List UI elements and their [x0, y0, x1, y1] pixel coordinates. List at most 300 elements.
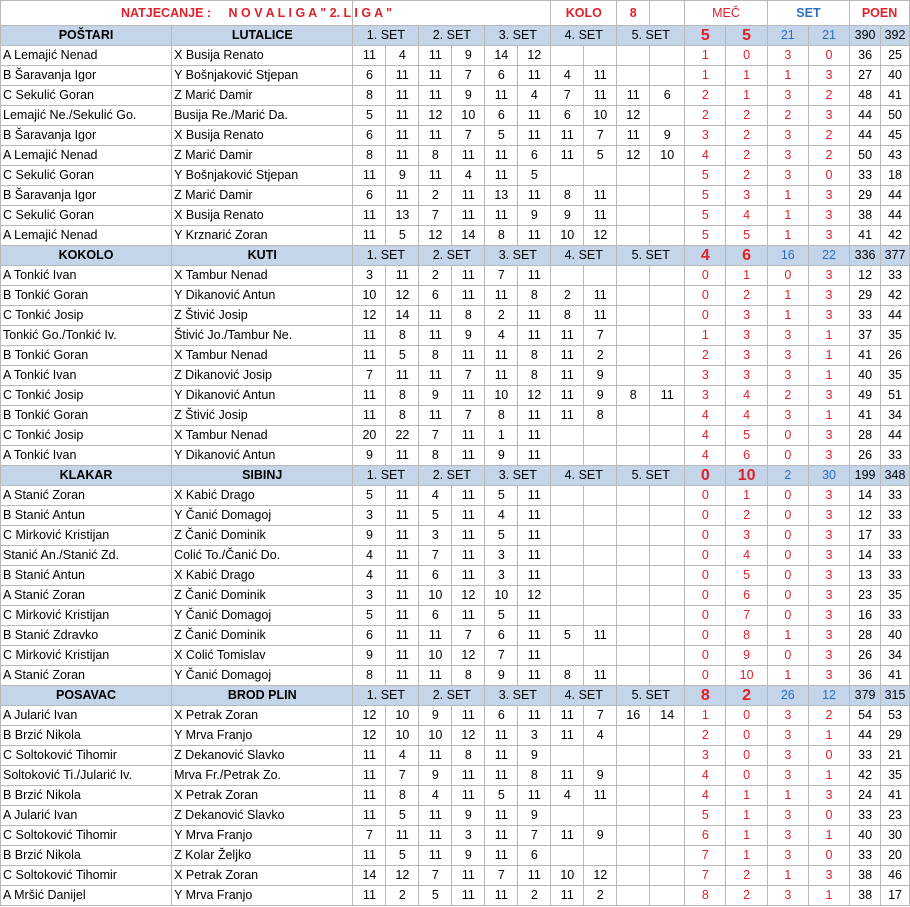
mec-home: 1: [685, 326, 726, 346]
match-set-home: 21: [767, 26, 808, 46]
set-header-3: 3. SET: [485, 466, 551, 486]
home-player: C Mirković Kristijan: [1, 606, 172, 626]
set-away: 1: [808, 766, 849, 786]
mec-away: 4: [726, 546, 767, 566]
set-score: 14: [650, 706, 685, 726]
home-player: B Šaravanja Igor: [1, 66, 172, 86]
set-score: [650, 606, 685, 626]
away-player: X Busija Renato: [172, 206, 353, 226]
set-score: 11: [518, 426, 551, 446]
home-player: A Tonkić Ivan: [1, 266, 172, 286]
set-score: 4: [386, 746, 419, 766]
set-home: 0: [767, 586, 808, 606]
set-score: [650, 746, 685, 766]
mec-away: 0: [726, 726, 767, 746]
set-score: [584, 606, 617, 626]
set-home: 3: [767, 846, 808, 866]
set-score: 5: [419, 506, 452, 526]
set-score: 5: [551, 626, 584, 646]
mec-home: 8: [685, 886, 726, 906]
mec-away: 1: [726, 786, 767, 806]
set-home: 3: [767, 706, 808, 726]
game-row: [1, 66, 910, 86]
set-score: [584, 526, 617, 546]
mec-home: 5: [685, 166, 726, 186]
mec-home: 1: [685, 46, 726, 66]
set-away: 3: [808, 786, 849, 806]
poen-home: 49: [850, 386, 881, 406]
game-row: [1, 766, 910, 786]
away-player: Busija Re./Marić Da.: [172, 106, 353, 126]
home-team-name: POŠTARI: [1, 26, 172, 46]
set-score: [617, 446, 650, 466]
set-score: 9: [584, 366, 617, 386]
set-away: 2: [808, 706, 849, 726]
poen-home: 40: [850, 826, 881, 846]
set-score: 9: [452, 806, 485, 826]
set-score: 7: [584, 706, 617, 726]
away-player: Z Čanić Dominik: [172, 586, 353, 606]
mec-home: 3: [685, 126, 726, 146]
game-row: [1, 106, 910, 126]
set-header: SET: [767, 1, 849, 26]
match-set-away: 21: [808, 26, 849, 46]
set-score: 14: [386, 306, 419, 326]
set-score: 5: [485, 486, 518, 506]
set-score: [617, 346, 650, 366]
mec-home: 2: [685, 86, 726, 106]
poen-home: 44: [850, 726, 881, 746]
set-score: 12: [452, 646, 485, 666]
game-row: [1, 806, 910, 826]
set-score: 10: [419, 726, 452, 746]
set-score: 7: [452, 126, 485, 146]
set-home: 1: [767, 866, 808, 886]
set-score: 7: [386, 766, 419, 786]
game-row: [1, 606, 910, 626]
set-score: 11: [386, 266, 419, 286]
poen-home: 42: [850, 766, 881, 786]
set-score: 5: [386, 346, 419, 366]
mec-away: 2: [726, 286, 767, 306]
mec-home: 5: [685, 226, 726, 246]
set-away: 1: [808, 406, 849, 426]
set-score: 10: [452, 106, 485, 126]
set-score: [617, 166, 650, 186]
set-score: 10: [485, 386, 518, 406]
home-player: C Soltoković Tihomir: [1, 746, 172, 766]
set-score: 11: [551, 826, 584, 846]
set-home: 3: [767, 746, 808, 766]
game-row: [1, 46, 910, 66]
mec-home: 5: [685, 206, 726, 226]
set-score: [617, 66, 650, 86]
set-score: 9: [419, 386, 452, 406]
set-score: 11: [518, 646, 551, 666]
mec-away: 2: [726, 866, 767, 886]
game-row: [1, 306, 910, 326]
set-score: 8: [485, 226, 518, 246]
game-row: [1, 646, 910, 666]
mec-away: 3: [726, 186, 767, 206]
set-score: 11: [353, 766, 386, 786]
set-score: 4: [485, 506, 518, 526]
set-score: 8: [419, 346, 452, 366]
set-score: [617, 626, 650, 646]
set-score: [584, 566, 617, 586]
match-poen-away: 377: [881, 246, 910, 266]
mec-away: 5: [726, 226, 767, 246]
set-score: 11: [485, 806, 518, 826]
set-away: 3: [808, 526, 849, 546]
set-score: 11: [518, 786, 551, 806]
game-row: [1, 326, 910, 346]
set-score: 8: [452, 306, 485, 326]
poen-home: 41: [850, 406, 881, 426]
set-score: 2: [419, 186, 452, 206]
mec-home: 0: [685, 626, 726, 646]
poen-home: 29: [850, 286, 881, 306]
game-row: [1, 406, 910, 426]
set-score: [617, 226, 650, 246]
set-score: 9: [584, 826, 617, 846]
away-player: Štivić Jo./Tambur Ne.: [172, 326, 353, 346]
set-score: 11: [485, 846, 518, 866]
poen-away: 45: [881, 126, 910, 146]
set-score: [617, 746, 650, 766]
set-score: 11: [485, 746, 518, 766]
set-score: 11: [353, 806, 386, 826]
set-score: 11: [419, 66, 452, 86]
set-score: [650, 166, 685, 186]
set-home: 0: [767, 546, 808, 566]
set-score: [650, 326, 685, 346]
set-score: 9: [452, 86, 485, 106]
away-player: Z Čanić Dominik: [172, 526, 353, 546]
poen-home: 26: [850, 646, 881, 666]
set-score: 11: [386, 186, 419, 206]
set-score: [650, 446, 685, 466]
set-score: 11: [452, 566, 485, 586]
mec-home: 0: [685, 646, 726, 666]
mec-away: 6: [726, 446, 767, 466]
set-score: 2: [551, 286, 584, 306]
set-score: 2: [419, 266, 452, 286]
game-row: [1, 666, 910, 686]
set-score: 11: [353, 46, 386, 66]
home-player: A Lemajić Nenad: [1, 46, 172, 66]
set-score: 7: [485, 266, 518, 286]
set-score: 11: [353, 886, 386, 906]
mec-home: 0: [685, 506, 726, 526]
set-score: 4: [584, 726, 617, 746]
set-score: [617, 506, 650, 526]
set-score: [551, 266, 584, 286]
league-name: N O V A L I G A " 2. L I G A ": [228, 6, 393, 20]
set-score: 9: [353, 526, 386, 546]
poen-away: 42: [881, 286, 910, 306]
match-mec-home: 0: [685, 466, 726, 486]
set-score: 10: [386, 726, 419, 746]
match-mec-home: 8: [685, 686, 726, 706]
set-score: 11: [518, 446, 551, 466]
set-score: 11: [419, 326, 452, 346]
game-row: [1, 166, 910, 186]
poen-away: 53: [881, 706, 910, 726]
set-header-2: 2. SET: [419, 246, 485, 266]
set-header-5: 5. SET: [617, 686, 685, 706]
set-score: 5: [353, 486, 386, 506]
set-home: 0: [767, 646, 808, 666]
set-score: 11: [518, 126, 551, 146]
set-score: 7: [584, 126, 617, 146]
set-score: 6: [485, 626, 518, 646]
poen-away: 26: [881, 346, 910, 366]
poen-home: 44: [850, 106, 881, 126]
set-away: 3: [808, 866, 849, 886]
away-player: X Petrak Zoran: [172, 786, 353, 806]
away-player: X Busija Renato: [172, 46, 353, 66]
match-set-home: 26: [767, 686, 808, 706]
mec-home: 4: [685, 426, 726, 446]
set-score: [650, 666, 685, 686]
set-score: 6: [353, 626, 386, 646]
set-score: 12: [386, 866, 419, 886]
poen-home: 33: [850, 806, 881, 826]
set-score: 22: [386, 426, 419, 446]
set-away: 2: [808, 146, 849, 166]
set-score: [551, 446, 584, 466]
set-score: 11: [452, 426, 485, 446]
set-score: [650, 186, 685, 206]
set-score: 11: [386, 606, 419, 626]
set-score: 11: [386, 506, 419, 526]
set-away: 0: [808, 806, 849, 826]
set-score: 7: [584, 326, 617, 346]
set-score: [617, 666, 650, 686]
set-header-4: 4. SET: [551, 26, 617, 46]
set-score: 7: [452, 66, 485, 86]
mec-away: 1: [726, 486, 767, 506]
set-score: 11: [551, 766, 584, 786]
away-player: Z Kolar Željko: [172, 846, 353, 866]
mec-away: 6: [726, 586, 767, 606]
mec-away: 0: [726, 746, 767, 766]
mec-home: 0: [685, 566, 726, 586]
poen-away: 44: [881, 186, 910, 206]
set-away: 3: [808, 546, 849, 566]
mec-home: 0: [685, 286, 726, 306]
away-player: Z Marić Damir: [172, 146, 353, 166]
set-score: 10: [650, 146, 685, 166]
set-home: 1: [767, 186, 808, 206]
away-player: X Petrak Zoran: [172, 866, 353, 886]
set-away: 1: [808, 326, 849, 346]
home-player: A Tonkić Ivan: [1, 446, 172, 466]
set-score: 6: [485, 106, 518, 126]
set-score: 8: [386, 406, 419, 426]
set-score: 11: [551, 386, 584, 406]
poen-home: 29: [850, 186, 881, 206]
set-score: 6: [551, 106, 584, 126]
set-score: [650, 66, 685, 86]
set-home: 1: [767, 626, 808, 646]
set-home: 0: [767, 266, 808, 286]
set-score: 11: [584, 206, 617, 226]
mec-away: 5: [726, 566, 767, 586]
set-score: 11: [485, 86, 518, 106]
set-home: 3: [767, 366, 808, 386]
set-score: 6: [419, 606, 452, 626]
set-home: 3: [767, 806, 808, 826]
set-score: 11: [386, 86, 419, 106]
set-score: [617, 646, 650, 666]
set-score: 4: [551, 786, 584, 806]
mec-away: 2: [726, 506, 767, 526]
away-player: Mrva Fr./Petrak Zo.: [172, 766, 353, 786]
poen-home: 24: [850, 786, 881, 806]
set-score: [551, 646, 584, 666]
away-player: Y Čanić Domagoj: [172, 606, 353, 626]
poen-home: 17: [850, 526, 881, 546]
set-score: 11: [551, 726, 584, 746]
set-score: 20: [353, 426, 386, 446]
set-score: 11: [419, 626, 452, 646]
poen-home: 36: [850, 46, 881, 66]
set-score: [551, 746, 584, 766]
set-score: 7: [452, 366, 485, 386]
set-score: 11: [584, 626, 617, 646]
set-away: 0: [808, 746, 849, 766]
set-score: 11: [353, 746, 386, 766]
set-score: 11: [485, 826, 518, 846]
set-score: 11: [419, 306, 452, 326]
set-score: [551, 486, 584, 506]
away-player: Z Čanić Dominik: [172, 626, 353, 646]
away-player: Z Dikanović Josip: [172, 366, 353, 386]
set-header-5: 5. SET: [617, 26, 685, 46]
set-score: 12: [452, 586, 485, 606]
set-score: [551, 166, 584, 186]
set-score: [584, 846, 617, 866]
set-score: [650, 306, 685, 326]
set-away: 3: [808, 206, 849, 226]
set-score: 12: [452, 726, 485, 746]
set-home: 0: [767, 606, 808, 626]
poen-home: 26: [850, 446, 881, 466]
away-player: Y Bošnjaković Stjepan: [172, 66, 353, 86]
set-score: 4: [353, 566, 386, 586]
mec-away: 0: [726, 766, 767, 786]
set-score: 9: [551, 206, 584, 226]
set-score: 5: [386, 846, 419, 866]
home-player: B Stanić Antun: [1, 506, 172, 526]
set-header-4: 4. SET: [551, 466, 617, 486]
set-score: 9: [386, 166, 419, 186]
set-score: [617, 306, 650, 326]
set-score: [617, 326, 650, 346]
match-poen-home: 199: [850, 466, 881, 486]
game-row: [1, 506, 910, 526]
poen-away: 33: [881, 526, 910, 546]
set-score: [551, 606, 584, 626]
set-score: 11: [485, 766, 518, 786]
game-row: [1, 86, 910, 106]
set-score: 4: [353, 546, 386, 566]
set-score: 11: [584, 786, 617, 806]
set-away: 3: [808, 426, 849, 446]
home-player: C Soltoković Tihomir: [1, 866, 172, 886]
mec-home: 3: [685, 366, 726, 386]
set-score: 11: [452, 526, 485, 546]
set-score: 10: [419, 586, 452, 606]
game-row: [1, 486, 910, 506]
set-score: 8: [518, 286, 551, 306]
poen-home: 27: [850, 66, 881, 86]
poen-home: 33: [850, 846, 881, 866]
set-score: [551, 546, 584, 566]
set-away: 3: [808, 566, 849, 586]
set-score: 9: [419, 706, 452, 726]
poen-home: 48: [850, 86, 881, 106]
set-score: 11: [551, 706, 584, 726]
set-away: 3: [808, 226, 849, 246]
set-score: 11: [353, 386, 386, 406]
game-row: [1, 366, 910, 386]
set-score: 9: [650, 126, 685, 146]
home-team-name: KLAKAR: [1, 466, 172, 486]
set-score: 11: [518, 266, 551, 286]
set-score: 9: [485, 446, 518, 466]
mec-away: 1: [726, 846, 767, 866]
set-score: [650, 106, 685, 126]
set-home: 3: [767, 826, 808, 846]
set-score: 8: [551, 186, 584, 206]
set-away: 3: [808, 586, 849, 606]
mec-away: 3: [726, 306, 767, 326]
match-poen-home: 390: [850, 26, 881, 46]
away-team-name: BROD PLIN: [172, 686, 353, 706]
set-score: 11: [353, 166, 386, 186]
set-score: 12: [419, 226, 452, 246]
mec-home: 7: [685, 866, 726, 886]
set-score: 11: [353, 346, 386, 366]
set-score: 4: [485, 326, 518, 346]
set-score: [584, 446, 617, 466]
set-score: 9: [353, 446, 386, 466]
set-home: 3: [767, 766, 808, 786]
set-score: 2: [584, 886, 617, 906]
set-score: 11: [386, 646, 419, 666]
set-score: 11: [584, 186, 617, 206]
set-score: [551, 526, 584, 546]
set-score: 5: [353, 106, 386, 126]
set-score: 12: [518, 586, 551, 606]
set-score: 11: [551, 346, 584, 366]
set-score: 11: [518, 566, 551, 586]
set-score: 5: [518, 166, 551, 186]
set-score: 6: [353, 186, 386, 206]
set-score: 11: [518, 66, 551, 86]
away-player: Y Dikanović Antun: [172, 286, 353, 306]
mec-home: 4: [685, 146, 726, 166]
set-score: 13: [485, 186, 518, 206]
set-score: [617, 366, 650, 386]
poen-home: 23: [850, 586, 881, 606]
set-score: 11: [518, 326, 551, 346]
set-score: 12: [584, 866, 617, 886]
poen-away: 35: [881, 366, 910, 386]
